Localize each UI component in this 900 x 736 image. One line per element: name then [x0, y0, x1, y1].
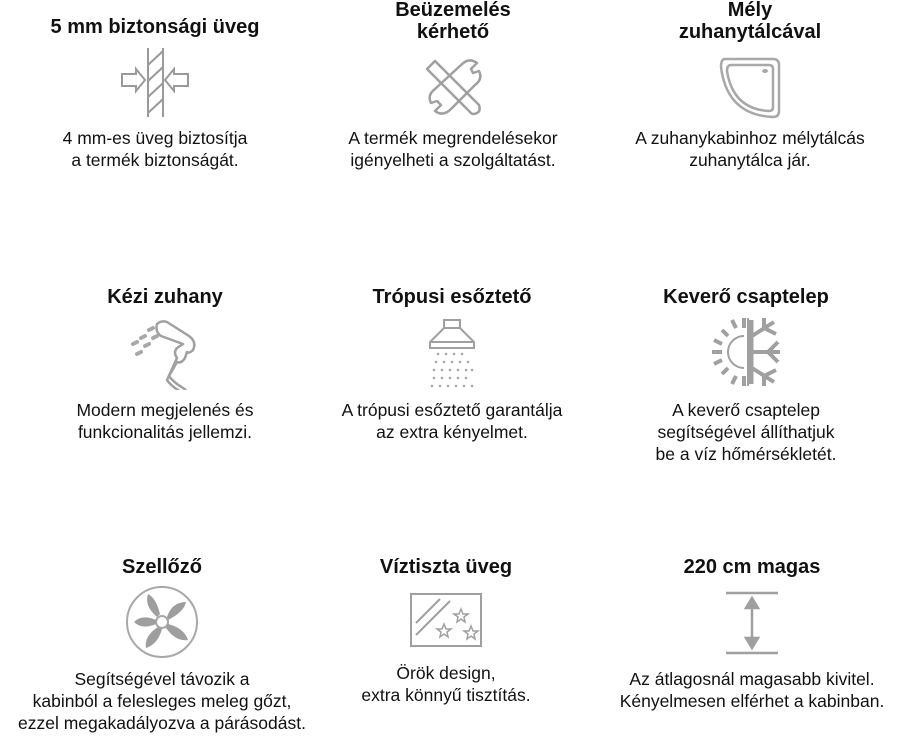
feature-description-line: segítségével állíthatjuk [657, 422, 835, 442]
feature-description-line: a termék biztonságát. [71, 150, 239, 170]
rain-shower-icon [424, 318, 480, 388]
feature-description-line: Segítségével távozik a [74, 669, 250, 689]
feature-title: Víztiszta üveg [379, 556, 513, 578]
feature-description-line: Örök design, [396, 663, 496, 683]
feature-title: Trópusi esőztető [372, 286, 532, 308]
feature-description-line: A keverő csaptelep [672, 400, 820, 420]
shower-tray-icon [717, 55, 783, 119]
feature-description-line: A zuhanykabinhoz mélytálcás [635, 128, 865, 148]
clean-glass-icon [410, 593, 482, 647]
feature-description-line: kabinból a felesleges meleg gőzt, [32, 691, 292, 711]
glass-thickness-icon [120, 45, 190, 120]
feature-description-line: Kényelmesen elférhet a kabinban. [619, 691, 885, 711]
hand-shower-icon [125, 318, 205, 390]
feature-description-line: igényelheti a szolgáltatást. [350, 150, 556, 170]
feature-title: zuhanytálcával [678, 21, 822, 43]
feature-description-line: A trópusi esőztető garantálja [341, 400, 563, 420]
feature-title: Mély [727, 0, 773, 21]
feature-title: 5 mm biztonsági üveg [50, 16, 260, 38]
feature-description-line: Modern megjelenés és [76, 400, 254, 420]
feature-description-line: be a víz hőmérsékletét. [655, 444, 837, 464]
feature-description-line: Az átlagosnál magasabb kivitel. [629, 669, 875, 689]
feature-title: Beüzemelés [395, 0, 511, 21]
feature-description-line: funkcionalitás jellemzi. [77, 422, 253, 442]
feature-title: Szellőző [121, 556, 202, 578]
feature-title: Kézi zuhany [107, 286, 223, 308]
feature-description-line: ezzel megakadályozva a párásodást. [18, 713, 306, 733]
feature-description-line: az extra kényelmet. [376, 422, 528, 442]
tools-icon [421, 55, 485, 119]
feature-description-line: A termék megrendelésekor [348, 128, 558, 148]
feature-title: 220 cm magas [683, 556, 821, 578]
feature-title: Keverő csaptelep [663, 286, 829, 308]
feature-description-line: zuhanytálca jár. [689, 150, 811, 170]
fan-icon [124, 584, 200, 660]
height-arrow-icon [724, 590, 780, 656]
feature-description-line: 4 mm-es üveg biztosítja [62, 128, 248, 148]
feature-description-line: extra könnyű tisztítás. [361, 685, 531, 705]
hot-cold-mixer-icon [708, 314, 784, 390]
feature-title: kérhető [416, 21, 490, 43]
